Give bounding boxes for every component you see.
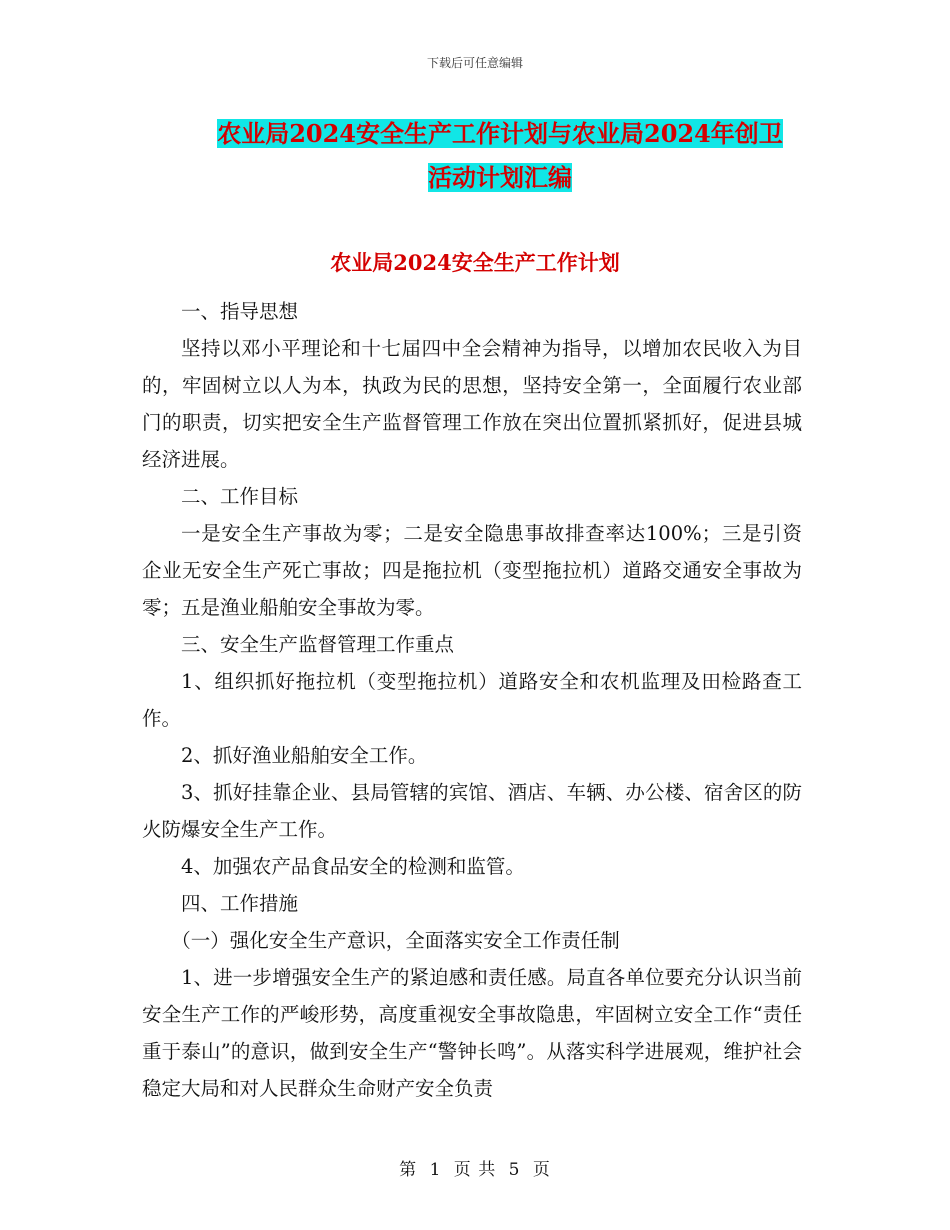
section-title: 农业局2024安全生产工作计划 bbox=[330, 250, 620, 275]
footer-total-pages: 5 bbox=[508, 1160, 521, 1180]
document-title bbox=[150, 112, 850, 200]
document-title-line-2: 活动计划汇编 bbox=[428, 163, 572, 192]
footer-prefix: 第 bbox=[399, 1160, 418, 1180]
paragraph-measure-1: 1、进一步增强安全生产的紧迫感和责任感。局直各单位要充分认识当前安全生产工作的严峻形势，高度重视安全事故隐患，牢固树立安全工作“责任重于泰山”的意识，做到安全生产“警钟长鸣”。从落实科学进展观，维护社会稳定大局和对人民群众生命财产安全负责 bbox=[142, 966, 802, 1100]
paragraph-guiding-thought: 坚持以邓小平理论和十七届四中全会精神为指导，以增加农民收入为目的，牢固树立以人为本，执政为民的思想，坚持安全第一，全面履行农业部门的职责，切实把安全生产监督管理工作放在突出位置抓紧抓好，促进县城经济进展。 bbox=[142, 337, 802, 471]
footer-page-number: 1 bbox=[429, 1160, 442, 1180]
document-title-line-1: 农业局2024安全生产工作计划与农业局2024年创卫 bbox=[217, 119, 783, 148]
heading-work-goals: 二、工作目标 bbox=[181, 485, 299, 508]
document-body bbox=[142, 293, 802, 1107]
list-item: 4、加强农产品食品安全的检测和监管。 bbox=[181, 855, 525, 878]
footer-suffix: 页 bbox=[532, 1160, 551, 1180]
heading-guiding-thought: 一、指导思想 bbox=[181, 300, 299, 323]
paragraph-work-goals: 一是安全生产事故为零；二是安全隐患事故排查率达100%；三是引资企业无安全生产死亡事故；四是拖拉机（变型拖拉机）道路交通安全事故为零；五是渔业船舶安全事故为零。 bbox=[142, 522, 802, 619]
page-footer bbox=[0, 1155, 950, 1180]
heading-key-points: 三、安全生产监督管理工作重点 bbox=[181, 633, 455, 656]
list-item: 1、组织抓好拖拉机（变型拖拉机）道路安全和农机监理及田检路查工作。 bbox=[142, 670, 802, 730]
heading-work-measures: 四、工作措施 bbox=[181, 892, 299, 915]
subheading-measure-1: （一）强化安全生产意识，全面落实安全工作责任制 bbox=[171, 929, 620, 952]
list-item: 3、抓好挂靠企业、县局管辖的宾馆、酒店、车辆、办公楼、宿舍区的防火防爆安全生产工作。 bbox=[142, 781, 802, 841]
footer-middle: 页 共 bbox=[453, 1160, 497, 1180]
page-header-note: 下载后可任意编辑 bbox=[426, 56, 523, 70]
list-item: 2、抓好渔业船舶安全工作。 bbox=[181, 744, 428, 767]
